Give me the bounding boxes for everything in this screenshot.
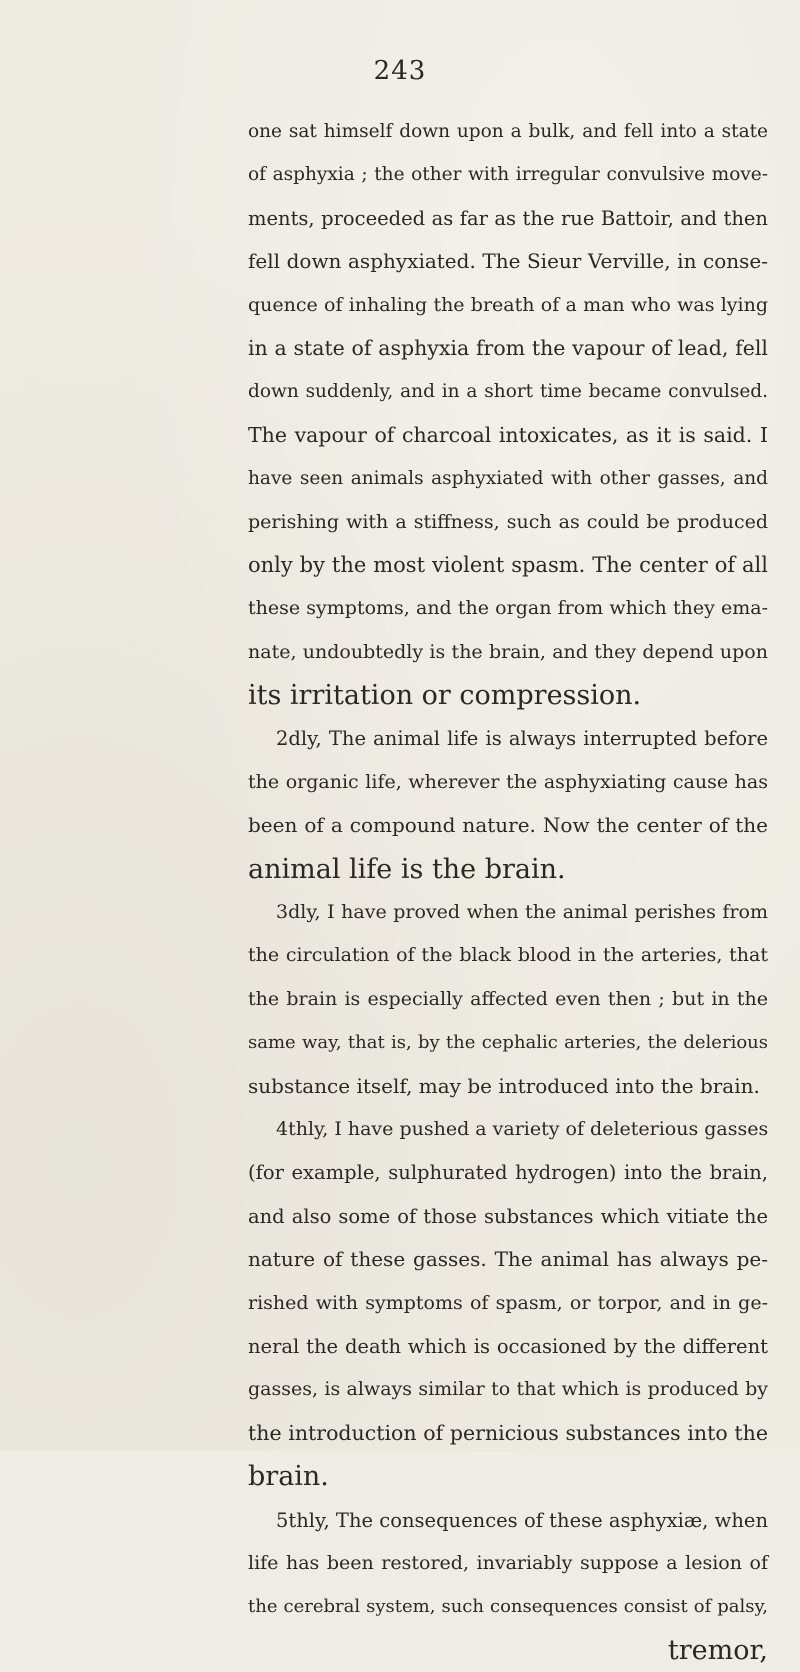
catchword: tremor, — [667, 1634, 768, 1666]
text-line: ments, proceeded as far as the rue Battoir, and then — [248, 206, 768, 230]
text-line: nate, undoubtedly is the brain, and they depend upon — [248, 640, 768, 663]
text-line: and also some of those substances which vitiate the — [248, 1204, 768, 1228]
text-line: neral the death which is occasioned by the different — [248, 1334, 768, 1358]
text-line: down suddenly, and in a short time became convulsed. — [248, 381, 768, 403]
text-line: The vapour of charcoal intoxicates, as it is said. I — [248, 422, 768, 447]
text-line: the circulation of the black blood in the arteries, that — [248, 944, 768, 967]
text-line: have seen animals asphyxiated with other gasses, and — [248, 468, 768, 490]
text-line: gasses, is always similar to that which is produced by — [248, 1378, 768, 1401]
text-line: (for example, sulphurated hydrogen) into the brain, — [248, 1161, 768, 1185]
text-line: 3dly, I have proved when the animal perishes from — [276, 901, 768, 924]
text-line: fell down asphyxiated. The Sieur Verville, in conse- — [248, 249, 768, 274]
text-line: the cerebral system, such consequences consist of palsy, — [248, 1596, 768, 1618]
text-line: substance itself, may be introduced into the brain. — [248, 1073, 760, 1098]
text-line: of asphyxia ; the other with irregular convulsive move- — [248, 164, 768, 186]
text-line: 4thly, I have pushed a variety of deleterious gasses — [276, 1117, 769, 1140]
text-line: animal life is the brain. — [248, 853, 566, 885]
text-line: rished with symptoms of spasm, or torpor, and in ge- — [248, 1291, 768, 1314]
text-line: the organic life, wherever the asphyxiating cause has — [248, 770, 768, 793]
text-line: the introduction of pernicious substances into the — [248, 1420, 768, 1445]
text-line: same way, that is, by the cephalic arteries, the delerious — [248, 1032, 768, 1054]
text-line: 5thly, The consequences of these asphyxiæ, when — [276, 1508, 768, 1532]
text-line: nature of these gasses. The animal has always pe- — [248, 1247, 768, 1272]
page-number: 243 — [373, 56, 427, 86]
text-line: been of a compound nature. Now the center of the — [248, 813, 768, 838]
text-line: one sat himself down upon a bulk, and fell into a state — [248, 121, 768, 142]
text-line: its irritation or compression. — [248, 680, 642, 712]
text-line: in a state of asphyxia from the vapour of lead, fell — [248, 335, 768, 360]
text-line: life has been restored, invariably suppose a lesion of — [248, 1551, 768, 1574]
text-line: quence of inhaling the breath of a man who was lying — [248, 293, 768, 316]
text-line: only by the most violent spasm. The center of all — [248, 552, 768, 577]
text-line: 2dly, The animal life is always interrupted before — [276, 727, 768, 751]
text-line: these symptoms, and the organ from which they ema- — [248, 597, 768, 620]
body-text — [248, 110, 768, 1672]
text-line: perishing with a stiffness, such as could be produced — [248, 510, 768, 533]
text-line: brain. — [248, 1461, 329, 1493]
text-line: the brain is especially affected even then ; but in the — [248, 987, 768, 1010]
